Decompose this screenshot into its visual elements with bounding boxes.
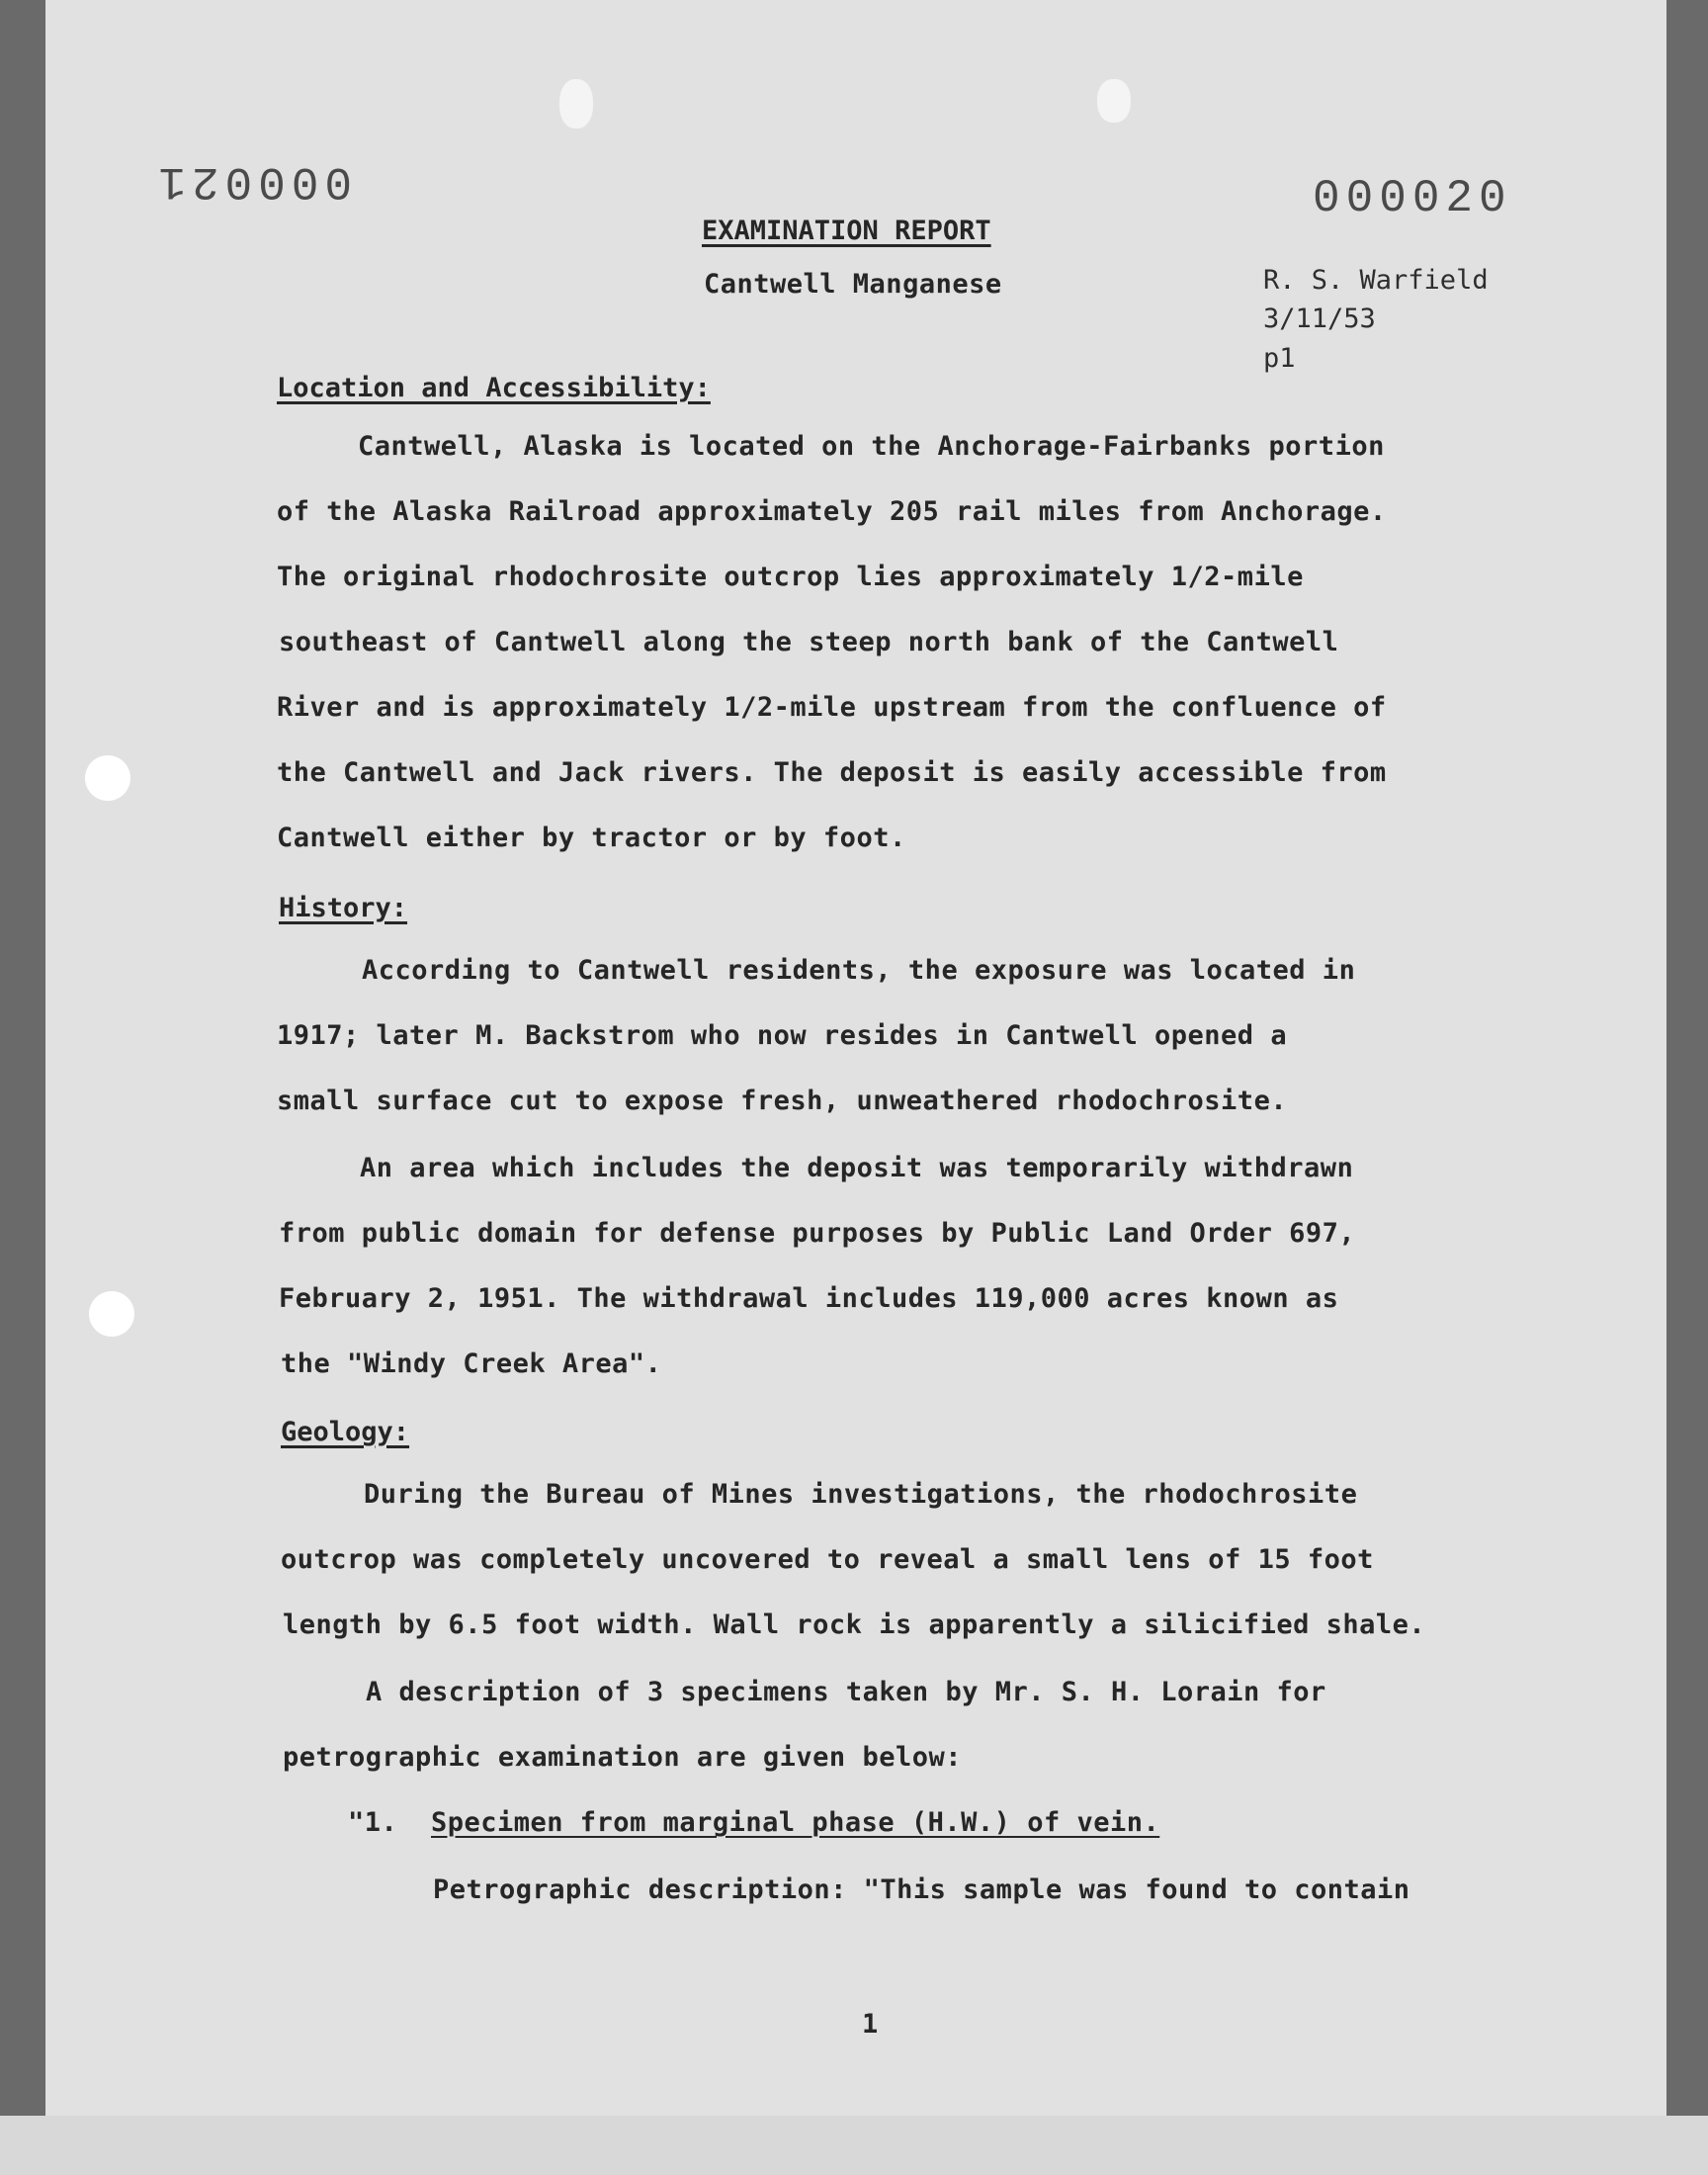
page-reference: p1 <box>1263 343 1296 374</box>
location-line-7: Cantwell either by tractor or by foot. <box>277 823 906 853</box>
history-line-7: the "Windy Creek Area". <box>281 1348 662 1379</box>
location-line-3: The original rhodochrosite outcrop lies approximately 1/2-mile <box>277 562 1304 592</box>
history-line-3: small surface cut to expose fresh, unweathered rhodochrosite. <box>277 1086 1288 1116</box>
petrographic-description-line: Petrographic description: "This sample was found to contain <box>433 1874 1410 1905</box>
location-line-2: of the Alaska Railroad approximately 205 rail miles from Anchorage. <box>277 496 1387 527</box>
document-page <box>45 0 1666 2116</box>
geology-line-3: length by 6.5 foot width. Wall rock is apparently a silicified shale. <box>283 1610 1426 1640</box>
history-line-2: 1917; later M. Backstrom who now resides in Cantwell opened a <box>277 1020 1288 1051</box>
history-line-4: An area which includes the deposit was temporarily withdrawn <box>360 1153 1354 1183</box>
punch-hole-top <box>85 755 130 801</box>
report-date: 3/11/53 <box>1263 304 1376 334</box>
specimen-title: Specimen from marginal phase (H.W.) of vein. <box>431 1807 1160 1838</box>
page-number: 1 <box>862 2009 879 2040</box>
punch-hole-bottom <box>89 1291 134 1337</box>
history-heading: History: <box>279 893 408 923</box>
geology-line-5: petrographic examination are given below: <box>283 1742 962 1773</box>
location-line-5: River and is approximately 1/2-mile upstream from the confluence of <box>277 692 1387 723</box>
specimen-number: "1. <box>348 1807 398 1838</box>
report-title: EXAMINATION REPORT <box>702 216 991 246</box>
geology-line-4: A description of 3 specimens taken by Mr. S. H. Lorain for <box>366 1677 1326 1707</box>
geology-line-2: outcrop was completely uncovered to reveal a small lens of 15 foot <box>281 1544 1374 1575</box>
history-line-6: February 2, 1951. The withdrawal includes 119,000 acres known as <box>279 1283 1339 1314</box>
report-subtitle: Cantwell Manganese <box>704 269 1002 300</box>
geology-heading: Geology: <box>281 1417 410 1447</box>
stamp-number-left: 000021 <box>152 155 352 207</box>
location-heading: Location and Accessibility: <box>277 373 711 403</box>
stamp-number-right: 000020 <box>1313 173 1512 224</box>
scan-bottom-strip <box>0 2116 1708 2175</box>
author-name: R. S. Warfield <box>1263 265 1489 296</box>
history-line-1: According to Cantwell residents, the exposure was located in <box>362 955 1356 986</box>
staple-mark-right <box>1097 79 1131 123</box>
history-line-5: from public domain for defense purposes by Public Land Order 697, <box>279 1218 1356 1249</box>
location-line-1: Cantwell, Alaska is located on the Anchorage-Fairbanks portion <box>358 431 1385 462</box>
location-line-4: southeast of Cantwell along the steep north bank of the Cantwell <box>279 627 1339 657</box>
geology-line-1: During the Bureau of Mines investigations, the rhodochrosite <box>364 1479 1358 1510</box>
location-line-6: the Cantwell and Jack rivers. The deposit is easily accessible from <box>277 757 1387 788</box>
staple-mark-left <box>559 79 593 129</box>
